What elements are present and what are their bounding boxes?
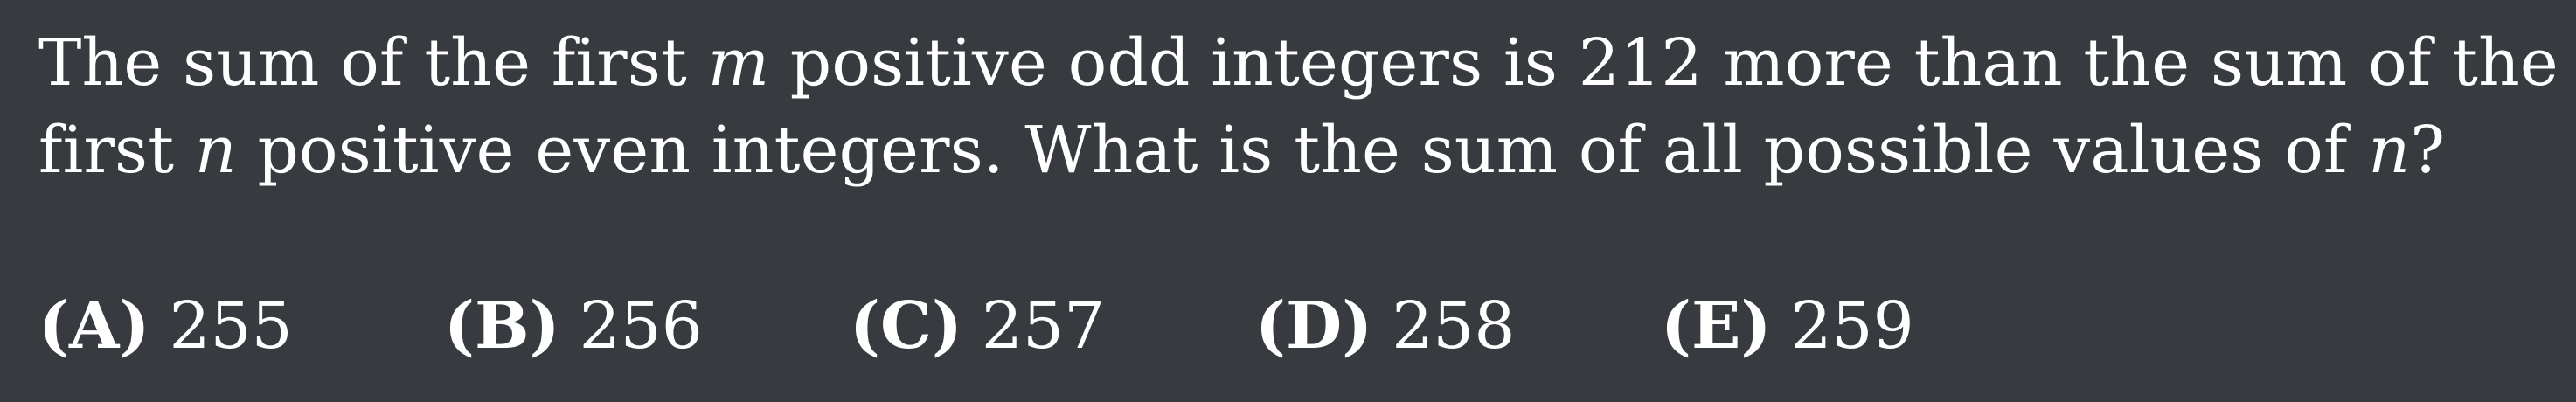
problem-text: first — [38, 113, 195, 188]
problem-line-2 — [38, 107, 2556, 194]
choice-value: 259 — [1790, 288, 1914, 364]
problem-line-1 — [38, 19, 2559, 107]
answer-choices — [38, 282, 2556, 370]
choice-value: 257 — [981, 288, 1106, 364]
choice-d[interactable] — [1255, 282, 1515, 370]
problem-text: The sum of the first — [38, 25, 708, 100]
choice-value: 255 — [169, 288, 293, 364]
choice-letter: (E) — [1661, 288, 1772, 364]
choice-letter: (C) — [850, 288, 962, 364]
choice-letter: (A) — [38, 288, 150, 364]
choice-c[interactable] — [850, 282, 1105, 370]
choice-a[interactable] — [38, 282, 293, 370]
problem-text: ? — [2410, 113, 2446, 188]
variable-n: n — [2368, 113, 2411, 188]
choice-value: 256 — [579, 288, 703, 364]
problem-text: positive odd integers is 212 more than the sum of the — [769, 25, 2559, 100]
problem-text: positive even integers. What is the sum of all possible values of — [236, 113, 2369, 188]
choice-e[interactable] — [1661, 282, 1914, 370]
choice-value: 258 — [1392, 288, 1516, 364]
choice-letter: (D) — [1255, 288, 1373, 364]
variable-m: m — [707, 25, 770, 100]
variable-n: n — [194, 113, 237, 188]
choice-b[interactable] — [444, 282, 703, 370]
problem-statement — [38, 19, 2559, 194]
choice-letter: (B) — [444, 288, 560, 364]
